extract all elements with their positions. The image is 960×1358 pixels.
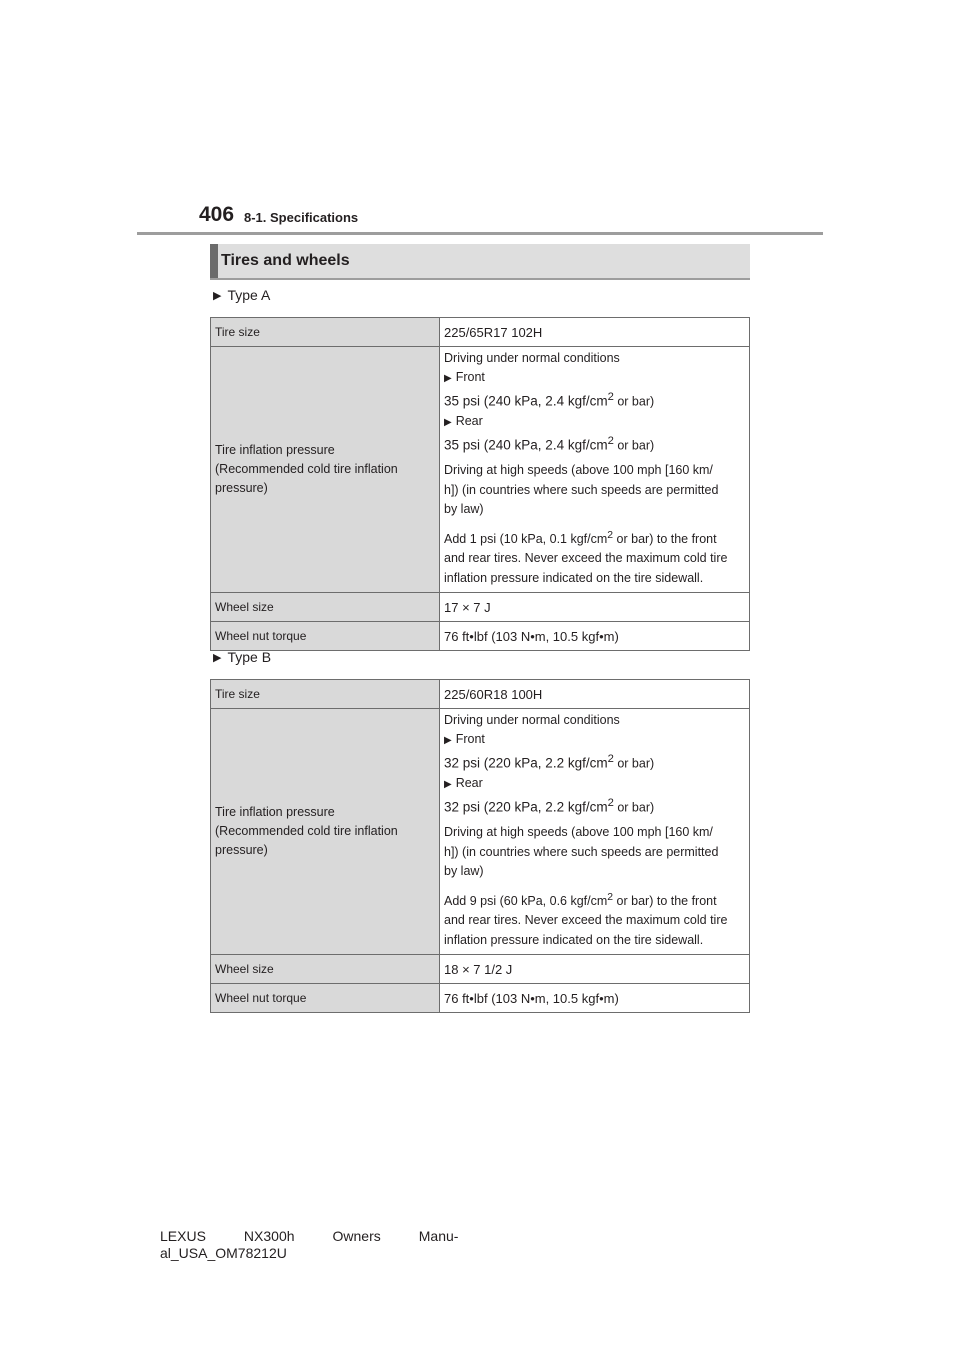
pressure-label-line: Tire inflation pressure xyxy=(215,805,335,820)
type-a-spec-table xyxy=(210,317,750,651)
add-pressure-paragraph xyxy=(444,888,745,951)
tire-size-label: Tire size xyxy=(211,318,440,347)
unit-text: or bar) xyxy=(613,438,655,452)
front-pressure-text: 32 psi (220 kPa, 2.2 kgf/cm xyxy=(444,755,608,771)
footer-manual-id xyxy=(160,1228,458,1262)
type-b-text: Type B xyxy=(227,649,272,665)
paragraph-line: Driving at high speeds (above 100 mph [160 km/ xyxy=(444,463,713,477)
section-title: 8-1. Specifications xyxy=(244,210,359,225)
front-label: Front xyxy=(455,370,485,384)
superscript: 2 xyxy=(607,529,614,541)
paragraph-line: inflation pressure indicated on the tire sidewall. xyxy=(444,932,704,947)
rear-pressure-text: 32 psi (220 kPa, 2.2 kgf/cm xyxy=(444,799,608,814)
section-heading: Tires and wheels xyxy=(221,252,350,269)
footer-word: Owners xyxy=(332,1228,381,1244)
add-text: Add 1 psi (10 kPa, 0.1 kgf/cm xyxy=(444,531,608,546)
footer-word: Manu- xyxy=(418,1228,459,1244)
type-a-text: Type A xyxy=(227,287,271,303)
triangle-right-icon: ▶ xyxy=(444,416,452,428)
footer-line-1 xyxy=(160,1228,458,1245)
pressure-label-line: (Recommended cold tire inflation xyxy=(215,824,398,839)
pressure-value-cell xyxy=(440,347,750,593)
unit-text: or bar) xyxy=(613,756,655,771)
front-heading xyxy=(444,730,745,750)
paragraph-line xyxy=(444,526,745,550)
type-a-label xyxy=(213,287,270,303)
rear-label: Rear xyxy=(455,413,483,428)
superscript: 2 xyxy=(607,891,614,903)
paragraph-line xyxy=(444,888,745,912)
rear-pressure-value xyxy=(444,432,745,456)
wheel-size-label: Wheel size xyxy=(211,955,440,984)
paragraph-line: by law) xyxy=(444,864,484,878)
superscript: 2 xyxy=(607,753,614,765)
table-row xyxy=(211,347,750,593)
front-pressure-value xyxy=(444,388,745,412)
triangle-right-icon: ▶ xyxy=(444,778,452,790)
rear-pressure-value xyxy=(444,794,745,818)
torque-label: Wheel nut torque xyxy=(211,622,440,651)
rear-label: Rear xyxy=(455,775,483,790)
superscript: 2 xyxy=(607,796,614,809)
tire-size-label: Tire size xyxy=(211,680,440,709)
torque-label: Wheel nut torque xyxy=(211,984,440,1013)
table-row xyxy=(211,955,750,984)
high-speed-paragraph xyxy=(444,823,745,882)
footer-line-2: al_USA_OM78212U xyxy=(160,1245,287,1261)
page-number: 406 xyxy=(199,203,235,226)
add-text: Add 9 psi (60 kPa, 0.6 kgf/cm xyxy=(444,893,608,908)
front-pressure-value xyxy=(444,750,745,774)
torque-value: 76 ft•lbf (103 N•m, 10.5 kgf•m) xyxy=(440,622,750,651)
triangle-right-icon: ▶ xyxy=(444,373,452,384)
rear-heading xyxy=(444,774,745,794)
paragraph-line: and rear tires. Never exceed the maximum cold tire xyxy=(444,551,728,566)
wheel-size-value: 18 × 7 1/2 J xyxy=(440,955,750,984)
front-heading xyxy=(444,368,745,388)
pressure-label-cell xyxy=(211,347,440,593)
unit-text: or bar) xyxy=(613,800,655,814)
table-row xyxy=(211,680,750,709)
paragraph-line: and rear tires. Never exceed the maximum cold tire xyxy=(444,913,728,928)
section-heading-band xyxy=(210,244,750,280)
paragraph-line: inflation pressure indicated on the tire sidewall. xyxy=(444,570,704,585)
triangle-right-icon: ▶ xyxy=(213,652,222,664)
high-speed-paragraph xyxy=(444,461,745,520)
tire-size-value: 225/60R18 100H xyxy=(440,680,750,709)
heading-accent-bar xyxy=(210,244,218,278)
front-label: Front xyxy=(455,732,485,746)
type-b-label xyxy=(213,649,271,665)
table-row xyxy=(211,984,750,1013)
paragraph-line: h]) (in countries where such speeds are permitted xyxy=(444,482,719,497)
pressure-label-cell xyxy=(211,709,440,955)
type-b-spec-table xyxy=(210,679,750,1013)
footer-word: NX300h xyxy=(243,1228,295,1244)
rear-heading xyxy=(444,412,745,432)
add-text: or bar) to the front xyxy=(613,893,717,908)
paragraph-line: Driving at high speeds (above 100 mph [160 km/ xyxy=(444,825,713,839)
paragraph-line: h]) (in countries where such speeds are permitted xyxy=(444,844,719,859)
add-text: or bar) to the front xyxy=(613,531,717,546)
pressure-label-line: pressure) xyxy=(215,843,268,858)
normal-conditions-text: Driving under normal conditions xyxy=(444,351,620,365)
wheel-size-label: Wheel size xyxy=(211,593,440,622)
footer-word: LEXUS xyxy=(160,1228,206,1244)
wheel-size-value: 17 × 7 J xyxy=(440,593,750,622)
front-pressure-text: 35 psi (240 kPa, 2.4 kgf/cm xyxy=(444,393,608,409)
pressure-label-line: (Recommended cold tire inflation xyxy=(215,462,398,477)
table-row xyxy=(211,593,750,622)
add-pressure-paragraph xyxy=(444,526,745,589)
table-row xyxy=(211,709,750,955)
superscript: 2 xyxy=(607,434,614,447)
paragraph-line: by law) xyxy=(444,502,484,516)
unit-text: or bar) xyxy=(613,394,655,409)
superscript: 2 xyxy=(607,391,614,403)
normal-conditions-text: Driving under normal conditions xyxy=(444,713,620,727)
torque-value: 76 ft•lbf (103 N•m, 10.5 kgf•m) xyxy=(440,984,750,1013)
tire-size-value: 225/65R17 102H xyxy=(440,318,750,347)
pressure-value-cell xyxy=(440,709,750,955)
table-row xyxy=(211,318,750,347)
rear-pressure-text: 35 psi (240 kPa, 2.4 kgf/cm xyxy=(444,437,608,452)
table-row xyxy=(211,622,750,651)
pressure-label-line: pressure) xyxy=(215,481,268,496)
triangle-right-icon: ▶ xyxy=(213,290,222,302)
header-divider xyxy=(137,232,823,235)
pressure-label-line: Tire inflation pressure xyxy=(215,443,335,458)
triangle-right-icon: ▶ xyxy=(444,735,452,746)
